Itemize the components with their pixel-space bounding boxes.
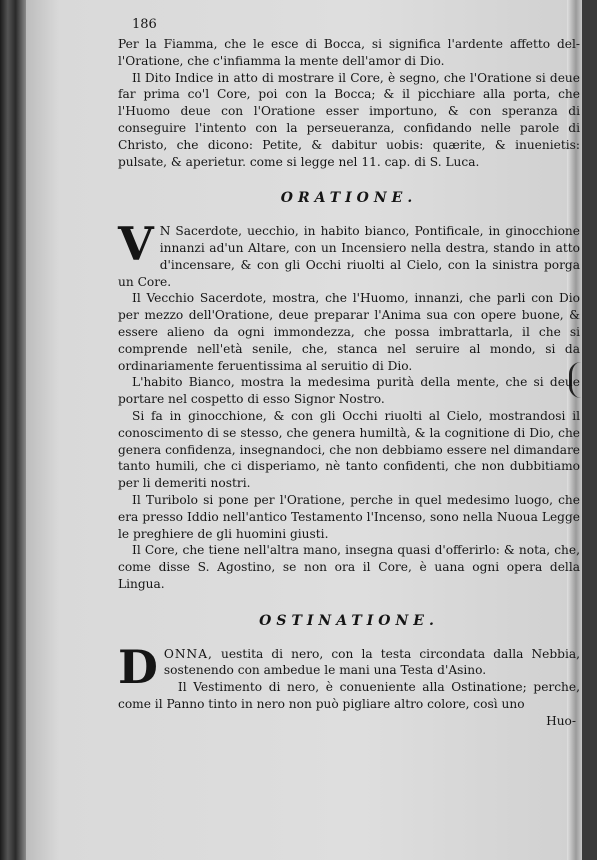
intro-paragraph-2: Il Dito Indice in atto di mostrare il Core, è segno, che l'Oratione si deue far prima co'l Core, poi con la Bocca; & il picchiare alla porta, che l'Huomo deue con l'Oratione esser importuno, & con speranza di conseguire l'intento con la perseueranza, confidando nelle parole di Christo, che dicono: Petite, & dabitur uobis: quærite, & inuenietis: pulsate, & aperietur. come si legge nel 11. cap. di S. Luca.: [118, 70, 580, 169]
section-heading-ostinatione: OSTINATIONE.: [259, 612, 439, 629]
book-page: [26, 0, 582, 860]
page-text: [118, 16, 580, 729]
ostinatione-paragraph-1: Il Vestimento di nero, è conueniente alla Ostinatione; perche, come il Panno tinto in nero non può pigliare altro colore, così uno: [118, 680, 580, 711]
oratione-paragraph-2: L'habito Bianco, mostra la medesima purità della mente, che si deue portare nel cospetto di esso Signor Nostro.: [118, 375, 580, 407]
catchword: Huo-: [546, 713, 576, 728]
oratione-paragraph-1: Il Vecchio Sacerdote, mostra, che l'Huomo, innanzi, che parli con Dio per mezzo dell'Oratione, deue preparar l'Anima sua con opere buone, & essere alieno da ogni immondezza, che possa imbrattarla, il che si comprende nell'età senile, che, stanca nel seruire al mondo, si da ordinariamente feruentissima al seruitio di Dio.: [118, 291, 580, 373]
dropcap-d: D: [118, 639, 158, 694]
intro-paragraph-1: Per la Fiamma, che le esce di Bocca, si significa l'ardente affetto del-l'Oratione, che c'infiamma la mente dell'amor di Dio.: [118, 37, 580, 68]
oratione-paragraph-3: Si fa in ginocchione, & con gli Occhi riuolti al Cielo, mostrandosi il conoscimento di se stesso, che genera humiltà, & la cognitione di Dio, che genera confidenza, insegnandoci, che non debbiamo essere nel dimandare tanto humili, che ci disperiamo, nè tanto confidenti, che non dubbitiamo per li demeriti nostri.: [118, 408, 580, 491]
oratione-paragraph-5: Il Core, che tiene nell'altra mano, insegna quasi d'offerirlo: & nota, che, come disse S. Agostino, se non ora il Core, è uana ogni opera della Lingua.: [118, 543, 580, 591]
ostinatione-lead-text: uestita di nero, con la testa circondata dalla Nebbia, sostenendo con ambedue le mani una Testa d'Asino.: [163, 646, 580, 678]
oratione-paragraph-4: Il Turibolo si pone per l'Oratione, perche in quel medesimo luogo, che era presso Iddio nell'antico Testamento l'Incenso, sono nella Nuoua Legge le preghiere de gli huomini giusti.: [118, 492, 580, 541]
section-heading-oratione: ORATIONE.: [280, 190, 418, 207]
oratione-description: [118, 217, 580, 290]
ostinatione-description: [118, 639, 580, 694]
oratione-lead-text: N Sacerdote, uecchio, in habito bianco, Pontificale, in ginocchione innanzi ad'un Altare, con un Incensiero nella destra, stando in atto d'incensare, & con gli Occhi riuolti al Cielo, con la sinistra porga un Core.: [118, 224, 580, 289]
page-number: 186: [132, 17, 157, 32]
book-binding: [0, 0, 26, 860]
ostinatione-lead-caps: ONNA,: [163, 646, 213, 661]
dropcap-v: V: [118, 217, 154, 272]
